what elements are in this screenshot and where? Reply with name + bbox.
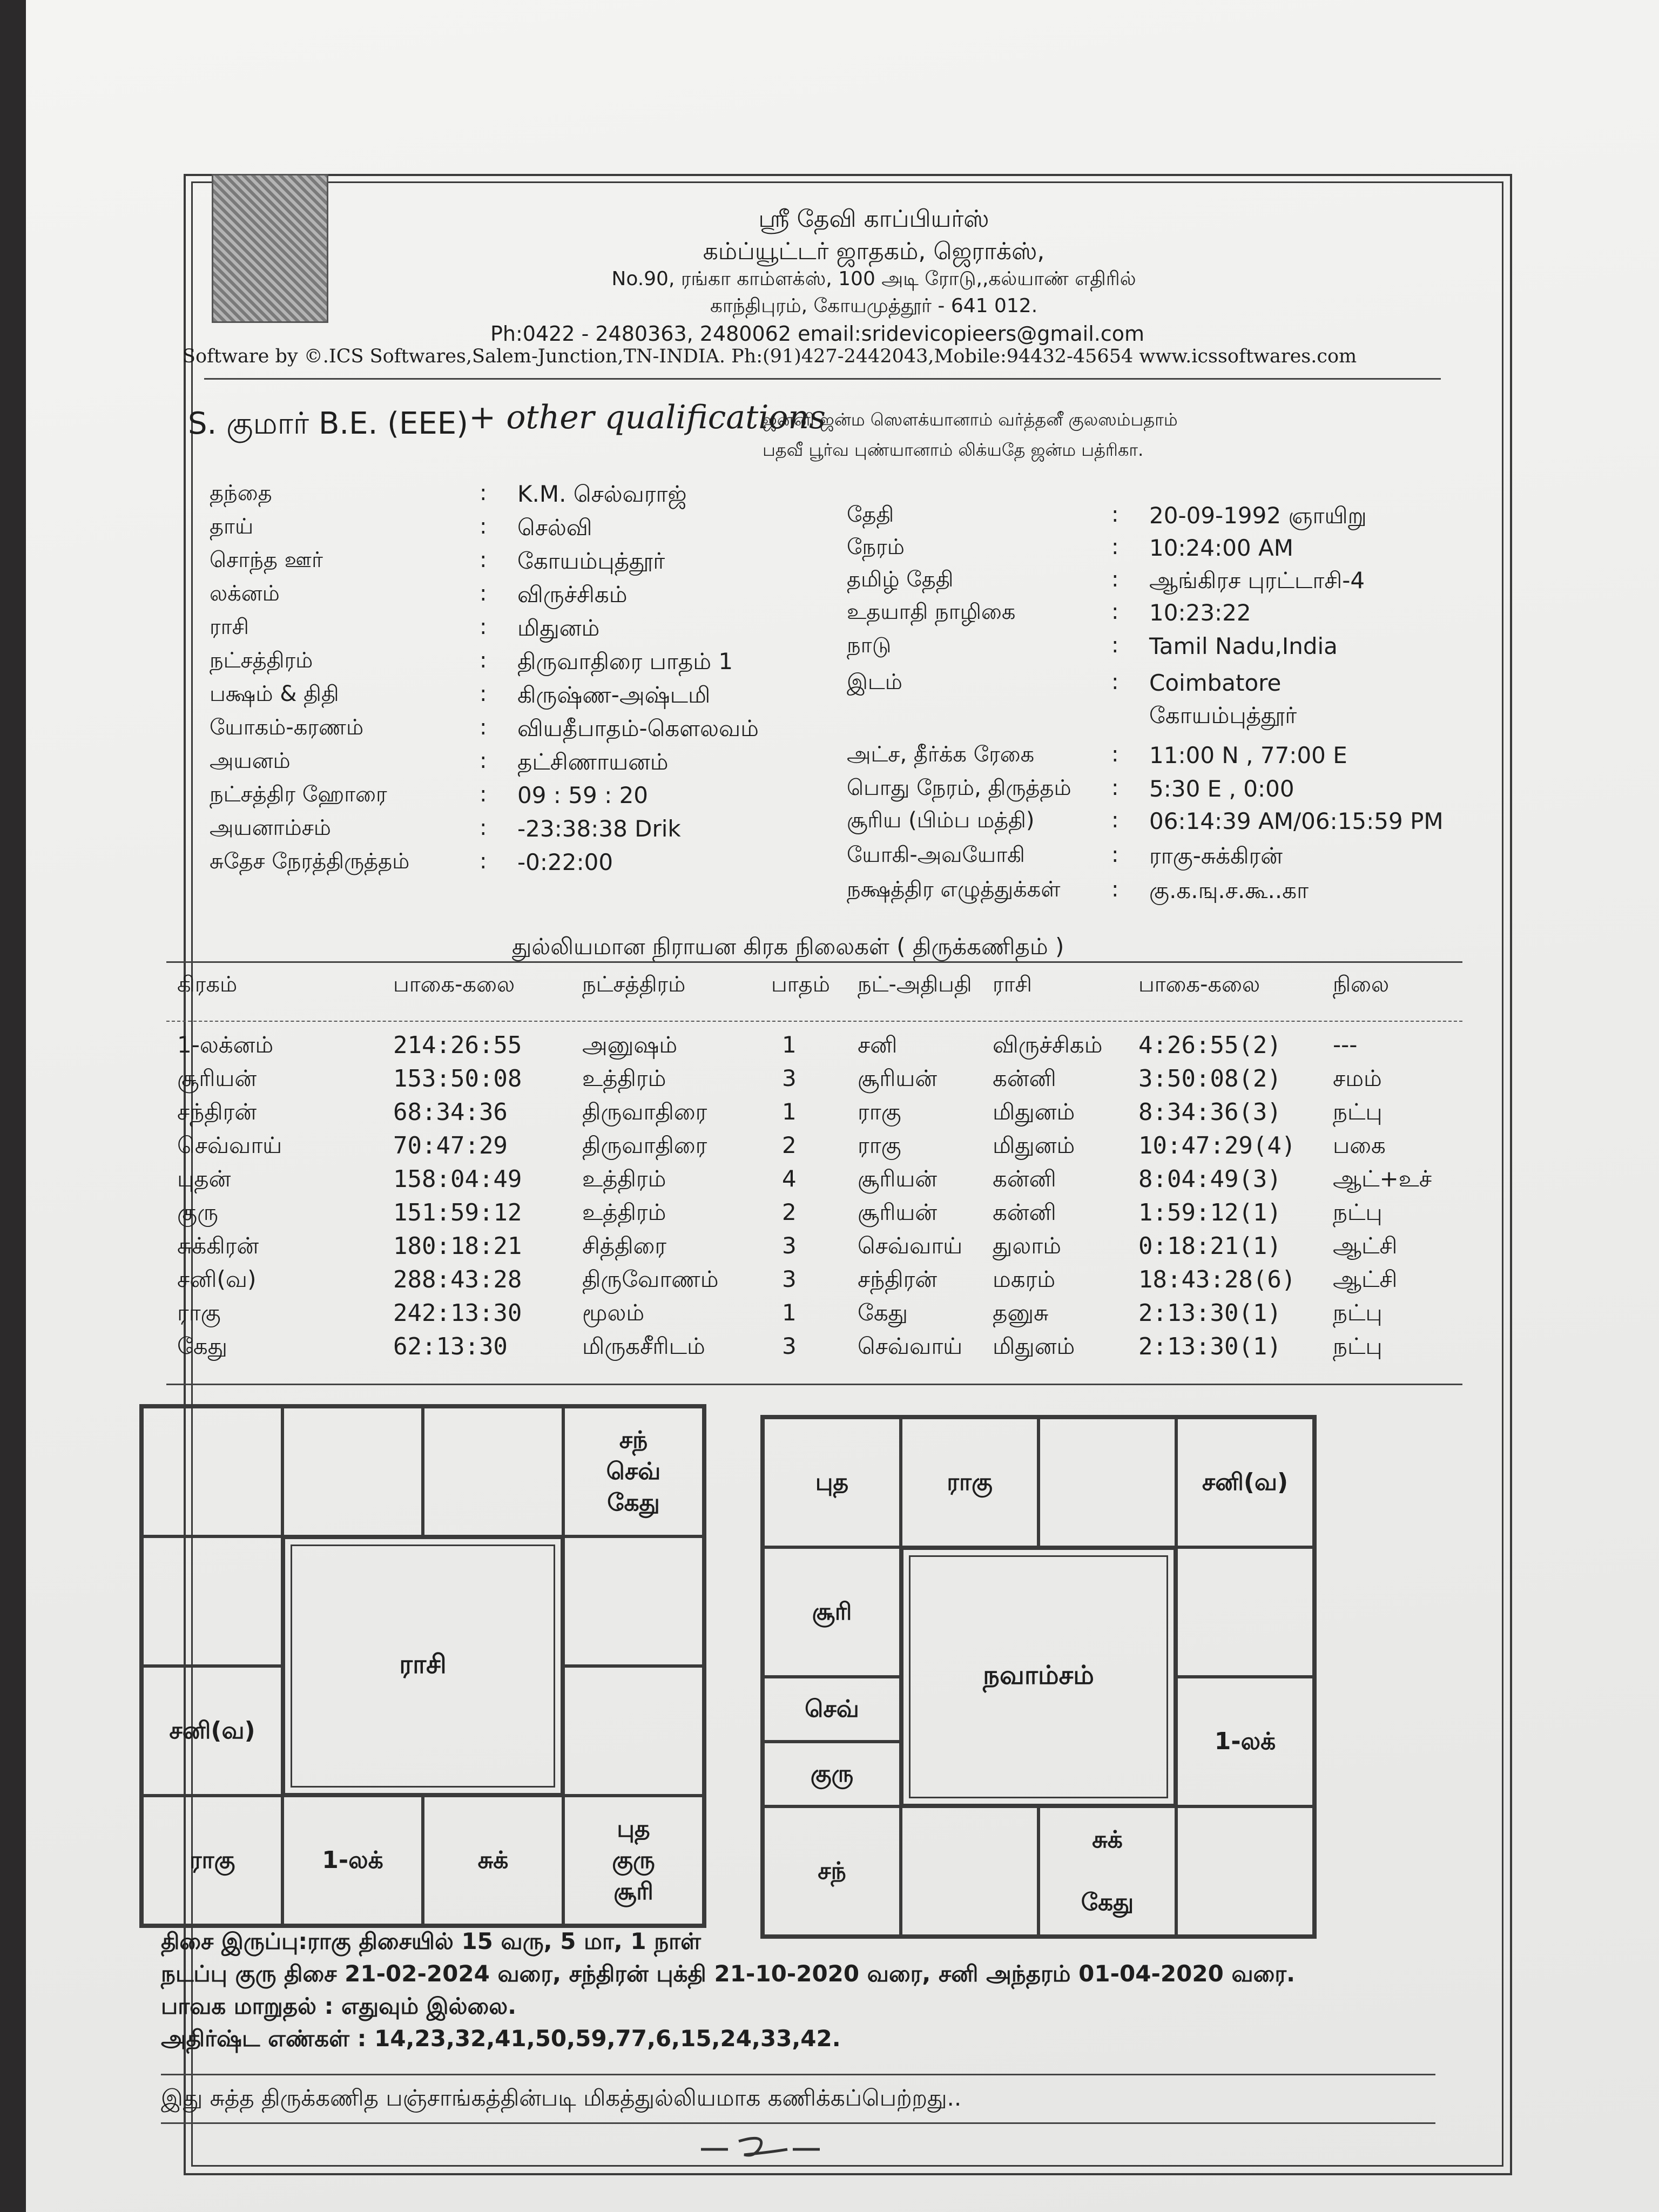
detail-value: தட்சிணாயனம் [517,748,669,775]
table-cell: 180:18:21 [393,1232,522,1260]
handwritten-note: + other qualifications [469,399,826,436]
table-cell: உத்திரம் [582,1199,666,1225]
chart-cell: சுக் [423,1796,563,1925]
detail-label: நேரம் [847,535,905,559]
table-cell: 18:43:28(6) [1138,1266,1296,1293]
detail-value: -0:22:00 [517,849,613,875]
table-cell: செவ்வாய் [858,1232,963,1259]
person-name: S. குமார் B.E. (EEE) [188,406,469,441]
table-cell: மூலம் [582,1299,645,1326]
table-cell: புதன் [177,1165,231,1192]
table-cell: திருவாதிரை [582,1098,707,1125]
table-cell: சந்திரன் [177,1098,257,1125]
table-cell: குரு [177,1199,219,1225]
table-cell: 0:18:21(1) [1138,1232,1282,1260]
detail-value: Coimbatore [1149,670,1282,696]
detail-label: யோகி-அவயோகி [847,842,1025,867]
detail-value: மிதுனம் [517,615,600,641]
rasi-chart [139,1404,706,1928]
table-header: கிரகம் [177,972,238,997]
detail-label: ராசி [210,615,249,639]
divider [204,378,1441,380]
shop-address-2: காந்திபுரம், கோயமுத்தூர் - 641 012. [710,295,1038,317]
chart-cell [142,1407,282,1536]
navamsa-chart [760,1415,1317,1939]
detail-colon: : [480,748,487,773]
detail-value: செல்வி [517,514,592,541]
table-cell: 4 [782,1165,797,1192]
detail-label: உதயாதி நாழிகை [847,599,1016,624]
detail-colon: : [480,682,487,706]
table-cell: நட்பு [1333,1333,1382,1359]
detail-colon: : [1111,775,1119,800]
detail-value: வியதீபாதம்-கௌலவம் [517,715,759,741]
chart-cell [423,1407,563,1536]
table-cell: 214:26:55 [393,1031,522,1059]
detail-value: கோயம்புத்தூர் [1149,702,1297,729]
detail-value: கு.க.ஙு.ச.கூ..கா [1149,877,1309,903]
chart-cell [901,1806,1038,1936]
detail-label: தேதி [847,502,894,527]
detail-label: தாய் [210,514,254,539]
chart-cell [563,1666,704,1796]
table-cell: அனுஷம் [582,1031,678,1058]
detail-colon: : [1111,599,1119,624]
chart-cell [282,1407,423,1536]
detail-colon: : [480,849,487,874]
table-rule-header [166,1021,1462,1022]
table-cell: 62:13:30 [393,1333,508,1360]
current-dasa: நடப்பு குரு திசை 21-02-2024 வரை, சந்திரன் புக்தி 21-10-2020 வரை, சனி அந்தரம் 01-04-2020 வரை. [161,1960,1296,1987]
chart-cell: சனி(வ) [1176,1418,1314,1547]
shop-name: ஸ்ரீ தேவி காப்பியர்ஸ் [758,205,989,233]
detail-colon: : [480,581,487,606]
table-cell: 3:50:08(2) [1138,1065,1282,1092]
table-rule-top [166,961,1462,963]
detail-label: யோகம்-கரணம் [210,715,364,740]
table-cell: சனி [858,1031,898,1058]
chart-cell [563,1536,704,1666]
table-cell: கன்னி [993,1065,1056,1091]
detail-label: நட்சத்திரம் [210,648,313,673]
table-cell: 2 [782,1199,797,1225]
detail-value: 20-09-1992 ஞாயிறு [1149,502,1367,529]
detail-colon: : [480,514,487,539]
table-header: பாகை-கலை [393,972,515,997]
table-cell: மிதுனம் [993,1333,1075,1359]
detail-value: திருவாதிரை பாதம் 1 [517,648,733,675]
table-cell: கன்னி [993,1199,1056,1225]
table-cell: கேது [177,1333,228,1359]
table-cell: 3 [782,1065,797,1091]
detail-colon: : [480,481,487,505]
table-cell: 151:59:12 [393,1199,522,1226]
detail-colon: : [1111,535,1119,559]
detail-colon: : [1111,808,1119,833]
table-cell: 3 [782,1232,797,1259]
detail-label: தந்தை [210,481,272,505]
table-cell: சூரியன் [858,1065,938,1091]
chart-center-label: ராசி [282,1536,563,1796]
table-cell: 8:34:36(3) [1138,1098,1282,1126]
table-cell: 1:59:12(1) [1138,1199,1282,1226]
table-cell: 2:13:30(1) [1138,1299,1282,1327]
table-cell: 68:34:36 [393,1098,508,1126]
table-header: நிலை [1333,972,1390,997]
detail-label: சொந்த ஊர் [210,548,323,572]
table-cell: மிருகசீரிடம் [582,1333,705,1359]
detail-value: 06:14:39 AM/06:15:59 PM [1149,808,1444,834]
detail-value: 10:24:00 AM [1149,535,1293,561]
table-cell: --- [1333,1031,1358,1058]
table-cell: நட்பு [1333,1098,1382,1125]
verse-line-2: பதவீ பூர்வ புண்யானாம் லிக்யதே ஜன்ம பத்ரிகா. [763,440,1144,460]
detail-value: ராகு-சுக்கிரன் [1149,842,1283,869]
chart-center-label: நவாம்சம் [901,1547,1176,1806]
table-cell: மிதுனம் [993,1098,1075,1125]
bhava-change: பாவக மாறுதல் : எதுவும் இல்லை. [161,1993,517,2019]
detail-label: அயனாம்சம் [210,815,331,840]
chart-cell [142,1536,282,1666]
table-cell: ஆட்+உச் [1333,1165,1432,1192]
chart-cell: ராகு [142,1796,282,1925]
table-cell: சனி(வ) [177,1266,257,1292]
table-cell: 2:13:30(1) [1138,1333,1282,1360]
chart-cell: ராகு [901,1418,1038,1547]
lucky-numbers: அதிர்ஷ்ட எண்கள் : 14,23,32,41,50,59,77,6,15,24,33,42. [161,2025,841,2052]
chart-cell: 1-லக் [282,1796,423,1925]
detail-label: இடம் [847,670,902,694]
detail-colon: : [480,615,487,639]
table-cell: 1 [782,1299,797,1326]
detail-label: அயனம் [210,748,291,773]
detail-label: நட்சத்திர ஹோரை [210,782,387,807]
table-cell: 10:47:29(4) [1138,1132,1296,1159]
table-cell: துலாம் [993,1232,1062,1259]
table-cell: சித்திரை [582,1232,667,1259]
detail-value: Tamil Nadu,India [1149,633,1338,659]
detail-colon: : [1111,502,1119,527]
chart-cell: சந் [763,1806,901,1936]
table-cell: உத்திரம் [582,1065,666,1091]
detail-value: 10:23:22 [1149,599,1251,626]
chart-cell: சூரி [763,1547,901,1677]
detail-colon: : [1111,670,1119,694]
table-cell: 70:47:29 [393,1132,508,1159]
table-cell: விருச்சிகம் [993,1031,1103,1058]
detail-label: நக்ஷத்திர எழுத்துக்கள் [847,877,1061,902]
table-cell: சமம் [1333,1065,1382,1091]
detail-value: 09 : 59 : 20 [517,782,649,808]
chart-cell [1176,1547,1314,1677]
table-cell: உத்திரம் [582,1165,666,1192]
table-cell: செவ்வாய் [858,1333,963,1359]
detail-label: அட்ச, தீர்க்க ரேகை [847,742,1035,767]
deity-logo [212,174,328,323]
table-cell: பகை [1333,1132,1386,1158]
table-cell: 3 [782,1266,797,1292]
footer-rule-top [161,2074,1435,2075]
table-header: நட்சத்திரம் [582,972,686,997]
chart-cell: சந் செவ் கேது [563,1407,704,1536]
table-title: துல்லியமான நிராயன கிரக நிலைகள் ( திருக்கணிதம் ) [512,933,1064,960]
table-cell: கன்னி [993,1165,1056,1192]
software-credit: Software by ©.ICS Softwares,Salem-Junction,TN-INDIA. Ph:(91)427-2442043,Mobile:94432-45654 www.icssoftwares.com [183,346,1357,367]
table-cell: நட்பு [1333,1299,1382,1326]
chart-cell: செவ் [763,1677,901,1742]
table-cell: 288:43:28 [393,1266,522,1293]
table-header: நட்-அதிபதி [858,972,972,997]
table-cell: சூரியன் [177,1065,257,1091]
chart-cell [1176,1806,1314,1936]
detail-colon: : [1111,842,1119,867]
detail-value: -23:38:38 Drik [517,815,681,842]
detail-colon: : [480,815,487,840]
detail-colon: : [480,548,487,572]
detail-value: விருச்சிகம் [517,581,628,608]
table-cell: ராகு [177,1299,221,1326]
detail-value: 5:30 E , 0:00 [1149,775,1294,802]
verse-line-1: ஜனனி ஜன்ம ஸௌக்யானாம் வர்த்தனீ குலஸம்பதாம் [763,409,1178,430]
table-cell: திருவாதிரை [582,1132,707,1158]
table-cell: செவ்வாய் [177,1132,282,1158]
table-cell: ராகு [858,1098,901,1125]
detail-label: பக்ஷம் & திதி [210,682,339,706]
chart-cell: குரு [763,1742,901,1806]
table-cell: சூரியன் [858,1199,938,1225]
detail-colon: : [1111,567,1119,592]
chart-cell: புத [763,1418,901,1547]
table-header: பாகை-கலை [1138,972,1260,997]
table-cell: 158:04:49 [393,1165,522,1193]
detail-colon: : [480,648,487,673]
shop-services: கம்ப்யூட்டர் ஜாதகம், ஜெராக்ஸ், [703,238,1045,265]
detail-colon: : [480,715,487,740]
table-cell: 8:04:49(3) [1138,1165,1282,1193]
accuracy-note: இது சுத்த திருக்கணித பஞ்சாங்கத்தின்படி மிகத்துல்லியமாக கணிக்கப்பெற்றது.. [161,2085,962,2111]
chart-cell: சனி(வ) [142,1666,282,1796]
table-cell: ஆட்சி [1333,1266,1398,1292]
detail-value: 11:00 N , 77:00 E [1149,742,1347,768]
detail-label: பொது நேரம், திருத்தம் [847,775,1071,800]
table-cell: 2 [782,1132,797,1158]
detail-colon: : [480,782,487,807]
detail-colon: : [1111,877,1119,902]
table-cell: நட்பு [1333,1199,1382,1225]
dasa-balance: திசை இருப்பு:ராகு திசையில் 15 வரு, 5 மா, 1 நாள் [161,1928,702,1954]
table-header: பாதம் [771,972,830,997]
detail-value: கோயம்புத்தூர் [517,548,665,574]
signature-scribble [696,2130,825,2163]
shop-contact: Ph:0422 - 2480363, 2480062 email:sridevicopieers@gmail.com [490,322,1144,346]
table-cell: 4:26:55(2) [1138,1031,1282,1059]
table-cell: மகரம் [993,1266,1056,1292]
detail-label: தமிழ் தேதி [847,567,954,592]
chart-cell: சுக் கேது [1038,1806,1176,1936]
table-cell: 242:13:30 [393,1299,522,1327]
table-rule-bottom [166,1384,1462,1385]
detail-value: ஆங்கிரச புரட்டாசி-4 [1149,567,1365,594]
chart-cell: புத குரு சூரி [563,1796,704,1925]
table-cell: சூரியன் [858,1165,938,1192]
footer-rule-bottom [161,2122,1435,2124]
table-cell: 1-லக்னம் [177,1031,274,1058]
table-cell: 3 [782,1333,797,1359]
table-header: ராசி [993,972,1032,997]
table-cell: 153:50:08 [393,1065,522,1092]
table-cell: மிதுனம் [993,1132,1075,1158]
chart-cell [1038,1418,1176,1547]
table-cell: சுக்கிரன் [177,1232,259,1259]
table-cell: கேது [858,1299,908,1326]
table-cell: 1 [782,1098,797,1125]
detail-label: சுதேச நேரத்திருத்தம் [210,849,410,874]
detail-colon: : [1111,633,1119,658]
detail-label: லக்னம் [210,581,280,606]
table-cell: 1 [782,1031,797,1058]
table-cell: ராகு [858,1132,901,1158]
detail-label: சூரிய (பிம்ப மத்தி) [847,808,1035,833]
table-cell: ஆட்சி [1333,1232,1398,1259]
table-cell: தனுசு [993,1299,1049,1326]
detail-value: கிருஷ்ண-அஷ்டமி [517,682,711,708]
horoscope-sheet [26,0,1659,2212]
table-cell: திருவோணம் [582,1266,719,1292]
detail-label: நாடு [847,633,892,658]
detail-value: K.M. செல்வராஜ் [517,481,687,507]
table-cell: சந்திரன் [858,1266,938,1292]
chart-cell: 1-லக் [1176,1677,1314,1806]
shop-address-1: No.90, ரங்கா காம்ளக்ஸ், 100 அடி ரோடு,,கல்யாண் எதிரில் [611,268,1136,290]
detail-colon: : [1111,742,1119,767]
